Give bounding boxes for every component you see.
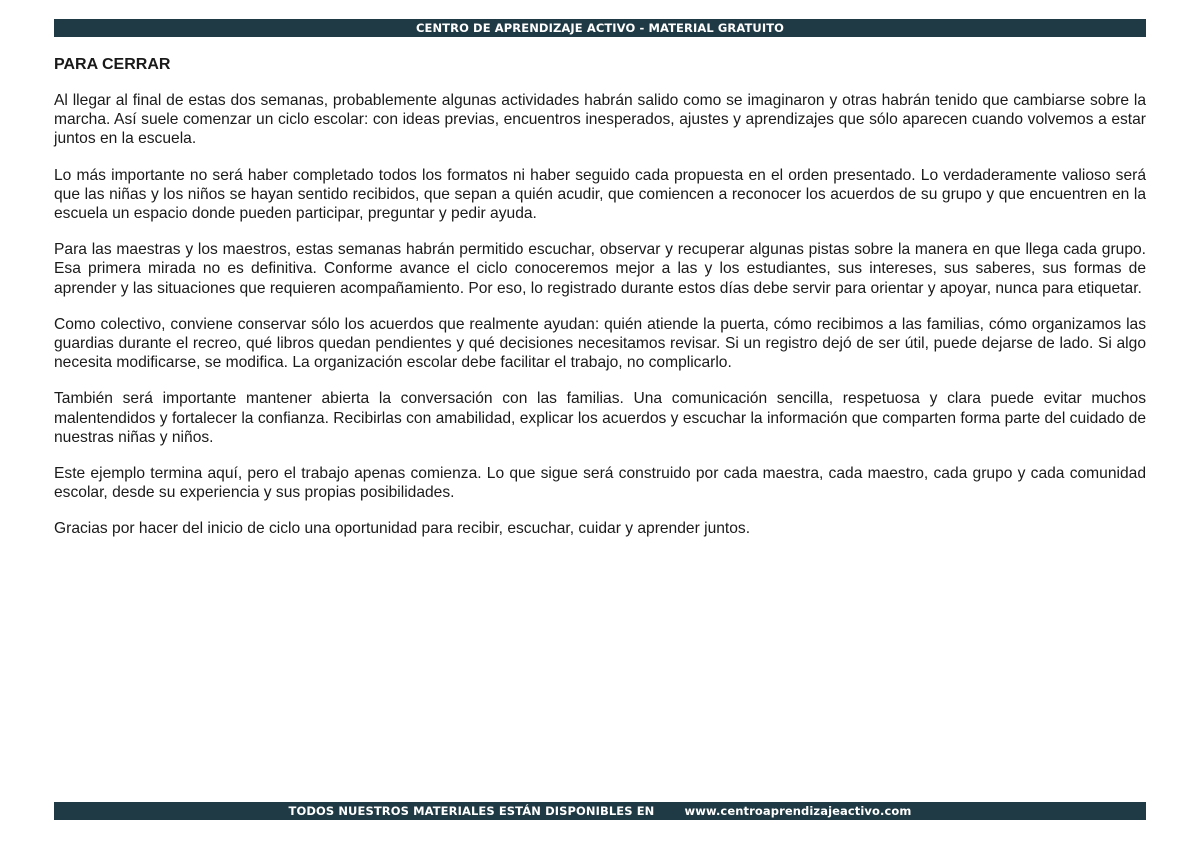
paragraph-1: Al llegar al final de estas dos semanas, probablemente algunas actividades habrán salido como se imaginaron y otras habrán tenido que cambiarse sobre la marcha. Así suele comenzar un ciclo escolar: con ideas previas, encuentros inesperados, ajustes y aprendizajes que sólo aparecen cuando volvemos a estar juntos en la escuela.: [54, 92, 1146, 148]
header-banner-text: CENTRO DE APRENDIZAJE ACTIVO - MATERIAL GRATUITO: [415, 21, 785, 35]
footer-label: TODOS NUESTROS MATERIALES ESTÁN DISPONIBLES EN: [288, 804, 655, 818]
paragraph-3: Para las maestras y los maestros, estas semanas habrán permitido escuchar, observar y recuperar algunas pistas sobre la manera en que llega cada grupo. Esa primera mirada no es definitiva. Conforme avance el ciclo conoceremos mejor a las y los estudiantes, sus intereses, sus saberes, sus formas de aprender y las situaciones que requieren acompañamiento. Por eso, lo registrado durante estos días debe servir para orientar y apoyar, nunca para etiquetar.: [54, 241, 1146, 297]
paragraph-6: Este ejemplo termina aquí, pero el trabajo apenas comienza. Lo que sigue será construido por cada maestra, cada maestro, cada grupo y cada comunidad escolar, desde su experiencia y sus propias posibilidades.: [54, 465, 1146, 502]
footer-banner: [54, 802, 1146, 820]
section-title: PARA CERRAR: [54, 56, 171, 73]
paragraph-5: También será importante mantener abierta la conversación con las familias. Una comunicación sencilla, respetuosa y clara puede evitar muchos malentendidos y fortalecer la confianza. Recibirlas con amabilidad, explicar los acuerdos y escuchar la información que comparten forma parte del cuidado de nuestras niñas y niños.: [54, 390, 1146, 446]
header-banner: [54, 19, 1146, 37]
document-body: [54, 55, 1146, 556]
paragraph-4: Como colectivo, conviene conservar sólo los acuerdos que realmente ayudan: quién atiende la puerta, cómo recibimos a las familias, cómo organizamos las guardias durante el recreo, qué libros quedan pendientes y qué decisiones necesitamos revisar. Si un registro dejó de ser útil, puede dejarse de lado. Si algo necesita modificarse, se modifica. La organización escolar debe facilitar el trabajo, no complicarlo.: [54, 315, 1146, 372]
footer-website-link[interactable]: www.centroaprendizajeactivo.com: [684, 804, 912, 818]
paragraph-7: Gracias por hacer del inicio de ciclo una oportunidad para recibir, escuchar, cuidar y aprender juntos.: [54, 520, 751, 538]
paragraph-2: Lo más importante no será haber completado todos los formatos ni haber seguido cada propuesta en el orden presentado. Lo verdaderamente valioso será que las niñas y los niños se hayan sentido recibidos, que sepan a quién acudir, que comiencen a reconocer los acuerdos de su grupo y que encuentren en la escuela un espacio donde pueden participar, preguntar y pedir ayuda.: [54, 166, 1146, 223]
